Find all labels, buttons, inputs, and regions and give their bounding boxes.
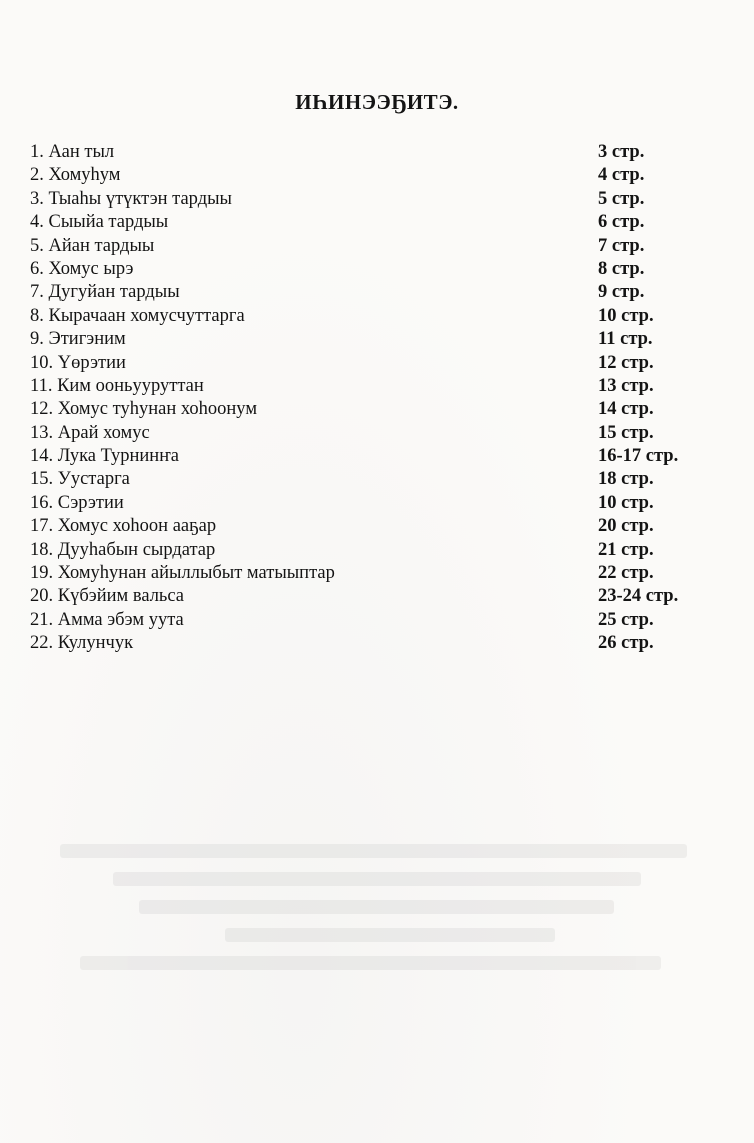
toc-entry — [30, 539, 720, 562]
toc-entry — [30, 375, 720, 398]
toc-entry-page: 25 стр. — [598, 609, 654, 630]
toc-entry — [30, 562, 720, 585]
toc-entry-page: 4 стр. — [598, 165, 645, 186]
toc-entry — [30, 585, 720, 608]
toc-entry-page: 9 стр. — [598, 282, 645, 303]
toc-entry — [30, 305, 720, 328]
toc-entry-title: 8. Кырачаан хомусчуттарга — [30, 305, 245, 326]
toc-entry-page: 26 стр. — [598, 633, 654, 654]
toc-entry-title: 20. Күбэйим вальса — [30, 586, 185, 607]
toc-entry-page: 15 стр. — [598, 422, 654, 443]
toc-entry — [30, 445, 720, 468]
toc-entry-page: 10 стр. — [598, 305, 654, 326]
page-title: ИҺИНЭЭҔИТЭ. — [295, 90, 459, 114]
toc-entry — [30, 235, 720, 258]
toc-entry-page: 12 стр. — [598, 352, 654, 373]
toc-entry-page: 11 стр. — [598, 329, 653, 350]
toc-entry-page: 22 стр. — [598, 563, 654, 584]
toc-entry — [30, 632, 720, 655]
toc-entry-title: 18. Дууһабын сырдатар — [30, 539, 216, 560]
toc-entry-title: 14. Лука Турнинҥа — [30, 446, 179, 467]
toc-entry — [30, 515, 720, 538]
toc-entry-title: 5. Айан тардыы — [30, 235, 155, 256]
toc-entry — [30, 141, 720, 164]
toc-entry — [30, 398, 720, 421]
toc-entry-page: 7 стр. — [598, 235, 645, 256]
toc-entry-title: 12. Хомус туһунан хоһоонум — [30, 399, 258, 420]
toc-entry-page: 18 стр. — [598, 469, 654, 490]
toc-entry-title: 16. Сэрэтии — [30, 492, 124, 513]
toc-entry-page: 3 стр. — [598, 142, 645, 162]
toc-entry — [30, 188, 720, 211]
toc-entry-title: 9. Этигэним — [30, 329, 126, 350]
toc-entry-title: 10. Үөрэтии — [30, 352, 126, 373]
toc-entry-title: 1. Аан тыл — [30, 142, 115, 162]
table-of-contents — [30, 141, 720, 656]
toc-entry-title: 22. Кулунчук — [30, 633, 134, 654]
toc-entry — [30, 211, 720, 234]
toc-entry — [30, 468, 720, 491]
toc-entry — [30, 609, 720, 632]
toc-entry-title: 15. Уустарга — [30, 469, 130, 490]
toc-entry-title: 17. Хомус хоһоон ааҕар — [30, 516, 217, 537]
toc-entry — [30, 422, 720, 445]
toc-entry — [30, 492, 720, 515]
toc-entry-title: 7. Дугуйан тардыы — [30, 282, 180, 303]
toc-entry-page: 21 стр. — [598, 539, 654, 560]
toc-entry-title: 3. Тыаһы үтүктэн тардыы — [30, 188, 232, 209]
toc-entry — [30, 328, 720, 351]
toc-entry — [30, 164, 720, 187]
toc-entry-page: 20 стр. — [598, 516, 654, 537]
toc-entry-title: 21. Амма эбэм уута — [30, 609, 184, 630]
toc-entry-title: 13. Арай хомус — [30, 422, 150, 443]
show-through-bleed — [60, 830, 720, 1000]
toc-entry-page: 5 стр. — [598, 188, 645, 209]
toc-entry-page: 16-17 стр. — [598, 446, 679, 467]
toc-entry-page: 13 стр. — [598, 375, 654, 396]
toc-entry — [30, 281, 720, 304]
toc-entry-title: 4. Сыыйа тардыы — [30, 212, 169, 233]
toc-entry-title: 19. Хомуһунан айыллыбыт матыыптар — [30, 563, 335, 584]
toc-entry-title: 2. Хомуһум — [30, 165, 121, 186]
toc-entry-title: 6. Хомус ырэ — [30, 258, 134, 279]
toc-entry-page: 8 стр. — [598, 258, 645, 279]
toc-entry-page: 14 стр. — [598, 399, 654, 420]
toc-entry-title: 11. Ким ооньууруттан — [30, 375, 204, 396]
toc-entry — [30, 258, 720, 281]
toc-entry-page: 6 стр. — [598, 212, 645, 233]
toc-entry-page: 23-24 стр. — [598, 586, 679, 607]
toc-entry-page: 10 стр. — [598, 492, 654, 513]
toc-entry — [30, 352, 720, 375]
